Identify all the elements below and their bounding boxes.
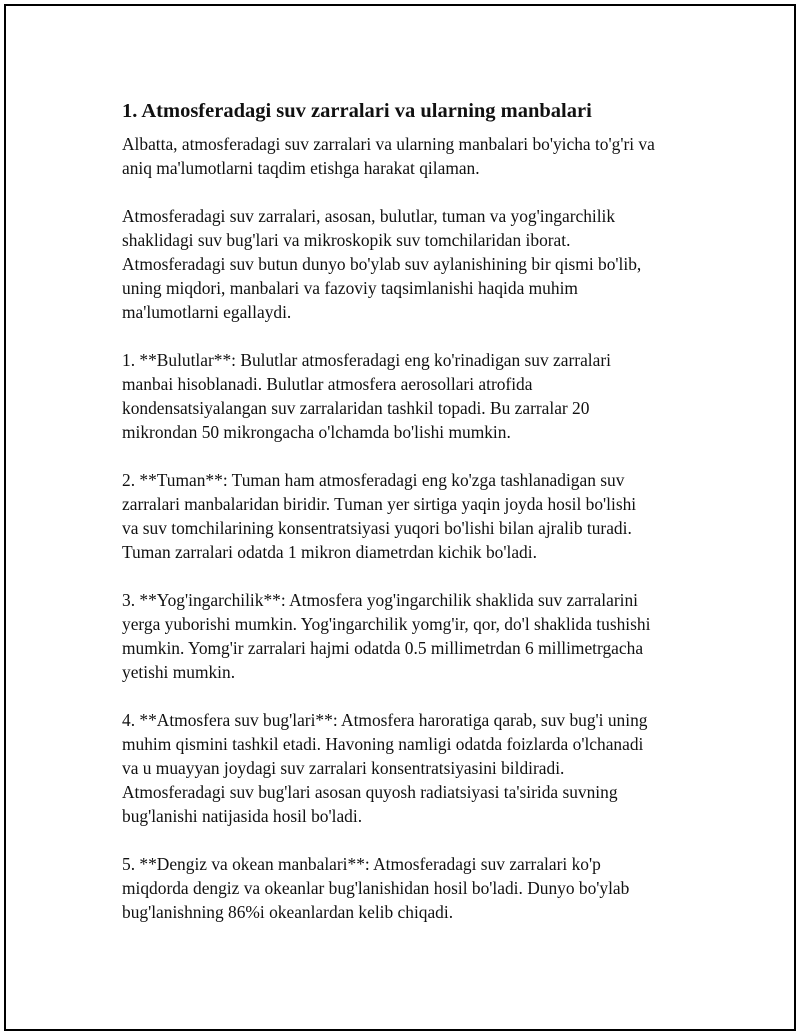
document-body — [122, 98, 702, 948]
ocean-sources-paragraph: 5. **Dengiz va okean manbalari**: Atmosferadagi suv zarralari ko'p miqdorda dengiz va okeanlar bug'lanishidan hosil bo'ladi. Dunyo bo'ylab bug'lanishning 86%i okeanlardan kelib chiqadi. — [122, 854, 630, 922]
clouds-paragraph: 1. **Bulutlar**: Bulutlar atmosferadagi eng ko'rinadigan suv zarralari manbai hisoblanadi. Bulutlar atmosfera aerosollari atrofida kondensatsiyalangan suv zarralaridan tashkil topadi. Bu zarralar 20 mikrondan 50 mikrongacha o'lchamda bo'lishi mumkin. — [122, 350, 611, 442]
water-vapor-paragraph: 4. **Atmosfera suv bug'lari**: Atmosfera haroratiga qarab, suv bug'i uning muhim qismini tashkil etadi. Havoning namligi odatda foizlarda o'lchanadi va u muayyan joydagi suv zarralari konsentratsiyasini bildiradi. Atmosferadagi suv bug'lari asosan quyosh radiatsiyasi ta'sirida suvning bug'lanishi natijasida hosil bo'ladi. — [122, 710, 648, 826]
precipitation-paragraph: 3. **Yog'ingarchilik**: Atmosfera yog'ingarchilik shaklida suv zarralarini yerga yuborishi mumkin. Yog'ingarchilik yomg'ir, qor, do'l shaklida tushishi mumkin. Yomg'ir zarralari hajmi odatda 0.5 millimetrdan 6 millimetrgacha yetishi mumkin. — [122, 590, 651, 682]
fog-paragraph: 2. **Tuman**: Tuman ham atmosferadagi eng ko'zga tashlanadigan suv zarralari manbalaridan biridir. Tuman yer sirtiga yaqin joyda hosil bo'lishi va suv tomchilarining konsentratsiyasi yuqori bo'lishi bilan ajralib turadi. Tuman zarralari odatda 1 mikron diametrdan kichik bo'ladi. — [122, 470, 637, 562]
page-frame — [4, 4, 796, 1031]
overview-paragraph: Atmosferadagi suv zarralari, asosan, bulutlar, tuman va yog'ingarchilik shaklidagi suv bug'lari va mikroskopik suv tomchilaridan iborat. Atmosferadagi suv butun dunyo bo'ylab suv aylanishining bir qismi bo'lib, uning miqdori, manbalari va fazoviy taqsimlanishi haqida muhim ma'lumotlarni egallaydi. — [122, 206, 642, 322]
document-title: 1. Atmosferadagi suv zarralari va ularning manbalari — [122, 100, 592, 122]
intro-paragraph: Albatta, atmosferadagi suv zarralari va ularning manbalari bo'yicha to'g'ri va aniq ma'lumotlarni taqdim etishga harakat qilaman. — [122, 134, 655, 178]
